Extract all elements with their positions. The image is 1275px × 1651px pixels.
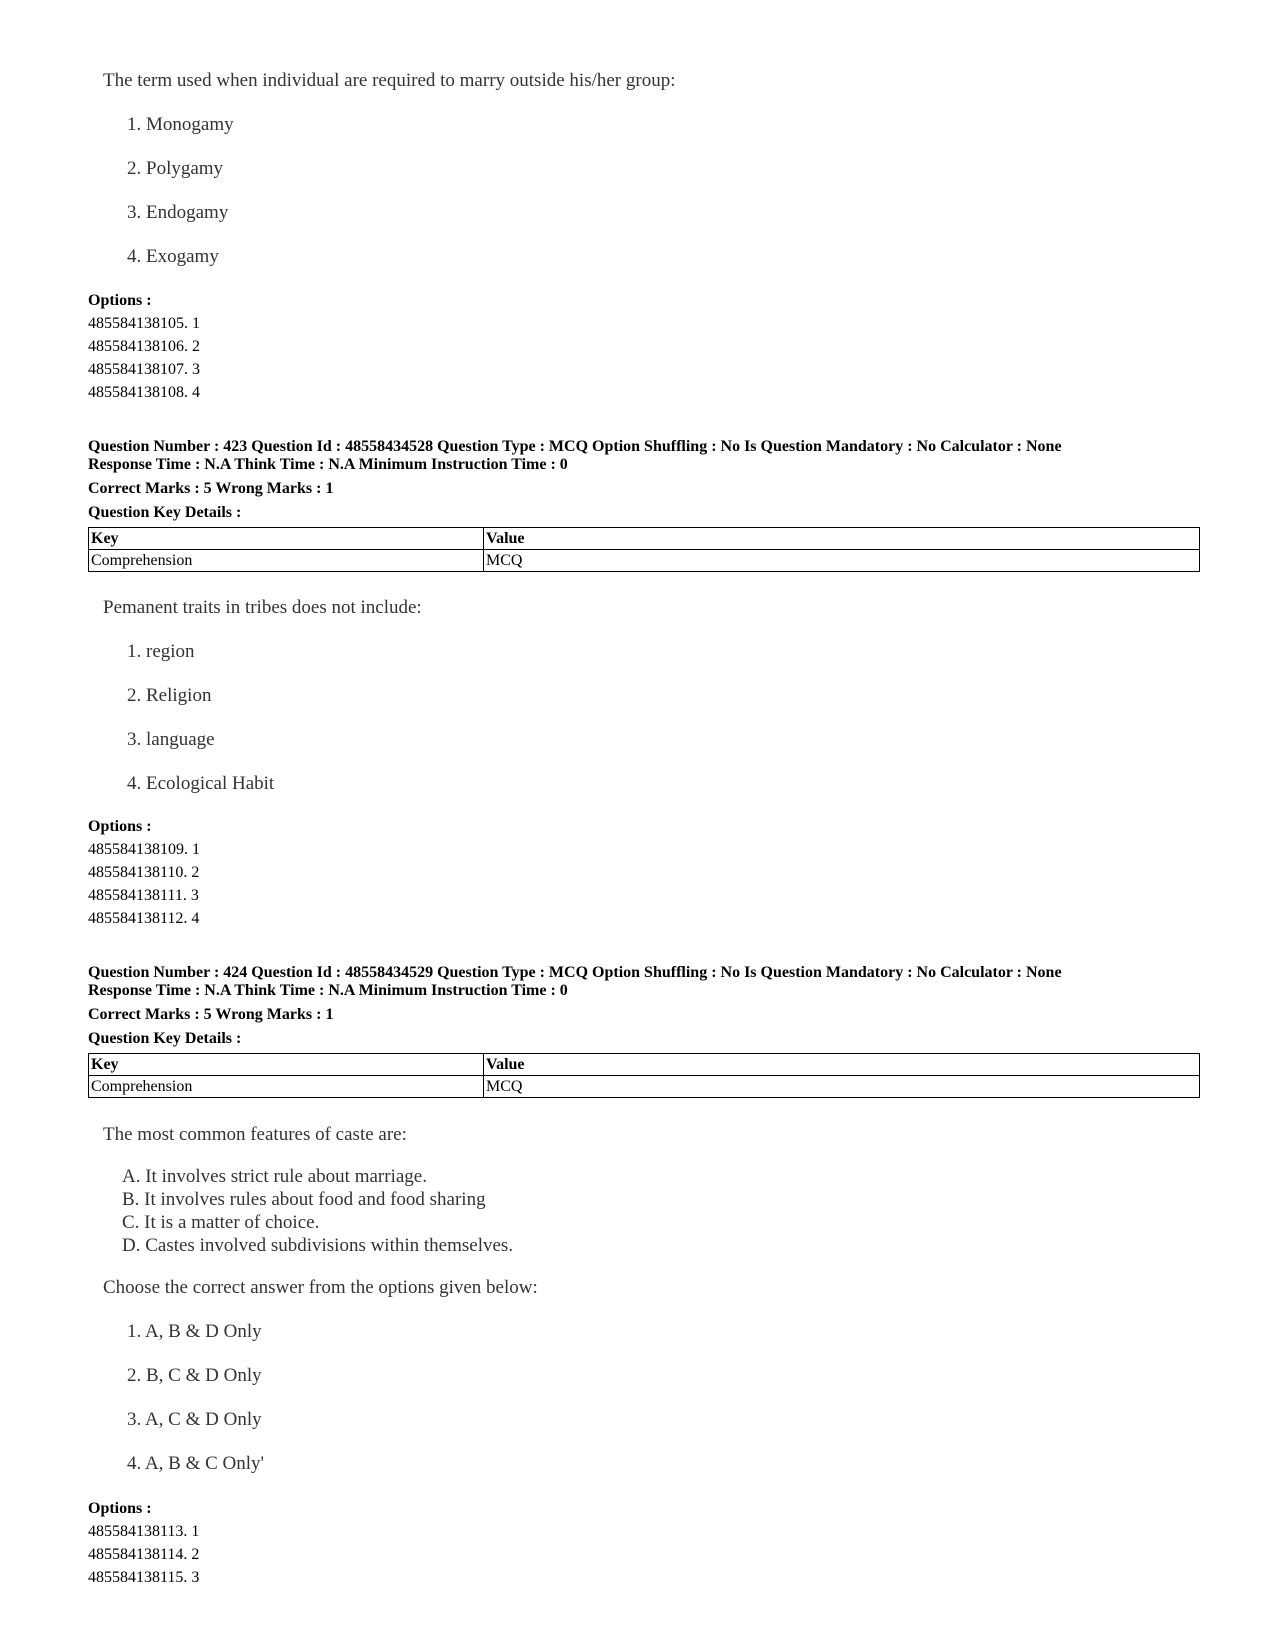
options-list (88, 289, 200, 404)
table-header-value: Value (484, 1054, 1200, 1076)
table-cell-key: Comprehension (89, 550, 484, 572)
answer-choice: 1. region (127, 641, 195, 662)
option-id: 485584138115. 3 (88, 1569, 200, 1586)
option-id: 485584138112. 4 (88, 910, 200, 927)
option-id: 485584138105. 1 (88, 315, 200, 332)
option-id: 485584138108. 4 (88, 384, 200, 401)
question-meta (88, 964, 1200, 1048)
option-id: 485584138107. 3 (88, 361, 200, 378)
options-title: Options : (88, 1500, 152, 1517)
statement: A. It involves strict rule about marriage. (122, 1166, 427, 1187)
question-meta-line: Question Number : 424 Question Id : 48558434529 Question Type : MCQ Option Shuffling : No Is Question Mandatory : No Calculator : None (88, 964, 1062, 981)
question-stem: The term used when individual are required to marry outside his/her group: (103, 70, 676, 91)
options-title: Options : (88, 292, 152, 309)
table-header-key: Key (89, 1054, 484, 1076)
answer-choice: 4. Exogamy (127, 246, 219, 267)
answer-choice: 4. A, B & C Only' (127, 1453, 264, 1474)
answer-choice: 2. B, C & D Only (127, 1365, 262, 1386)
statement: B. It involves rules about food and food sharing (122, 1189, 486, 1210)
option-id: 485584138113. 1 (88, 1523, 200, 1540)
table-header-row (89, 1054, 1200, 1076)
option-id: 485584138110. 2 (88, 864, 200, 881)
instruction-text: Choose the correct answer from the options given below: (103, 1277, 538, 1298)
answer-choice: 4. Ecological Habit (127, 773, 275, 794)
table-row (89, 550, 1200, 572)
question-stem: The most common features of caste are: (103, 1124, 407, 1145)
question-meta-line: Question Number : 423 Question Id : 48558434528 Question Type : MCQ Option Shuffling : No Is Question Mandatory : No Calculator : None (88, 438, 1062, 455)
option-id: 485584138106. 2 (88, 338, 200, 355)
statement: C. It is a matter of choice. (122, 1212, 320, 1233)
table-cell-key: Comprehension (89, 1076, 484, 1098)
answer-choice: 3. language (127, 729, 215, 750)
key-details-title: Question Key Details : (88, 1030, 242, 1047)
options-list (88, 815, 200, 930)
table-header-key: Key (89, 528, 484, 550)
answer-choice: 3. Endogamy (127, 202, 229, 223)
option-id: 485584138109. 1 (88, 841, 200, 858)
option-id: 485584138111. 3 (88, 887, 199, 904)
question-meta-line: Response Time : N.A Think Time : N.A Minimum Instruction Time : 0 (88, 456, 568, 473)
key-details-title: Question Key Details : (88, 504, 242, 521)
key-details-table (88, 1053, 1200, 1098)
table-cell-value: MCQ (484, 550, 1200, 572)
table-header-value: Value (484, 528, 1200, 550)
options-list (88, 1497, 199, 1589)
statement: D. Castes involved subdivisions within themselves. (122, 1235, 514, 1256)
options-title: Options : (88, 818, 152, 835)
answer-choice: 1. A, B & D Only (127, 1321, 262, 1342)
answer-choice: 2. Polygamy (127, 158, 224, 179)
marks-line: Correct Marks : 5 Wrong Marks : 1 (88, 1006, 334, 1023)
marks-line: Correct Marks : 5 Wrong Marks : 1 (88, 480, 334, 497)
answer-choice: 3. A, C & D Only (127, 1409, 262, 1430)
option-id: 485584138114. 2 (88, 1546, 200, 1563)
answer-choice: 1. Monogamy (127, 114, 234, 135)
table-cell-value: MCQ (484, 1076, 1200, 1098)
question-meta-line: Response Time : N.A Think Time : N.A Minimum Instruction Time : 0 (88, 982, 568, 999)
key-details-table (88, 527, 1200, 572)
question-meta (88, 438, 1200, 522)
question-stem: Pemanent traits in tribes does not include: (103, 597, 422, 618)
table-row (89, 1076, 1200, 1098)
table-header-row (89, 528, 1200, 550)
answer-choice: 2. Religion (127, 685, 212, 706)
